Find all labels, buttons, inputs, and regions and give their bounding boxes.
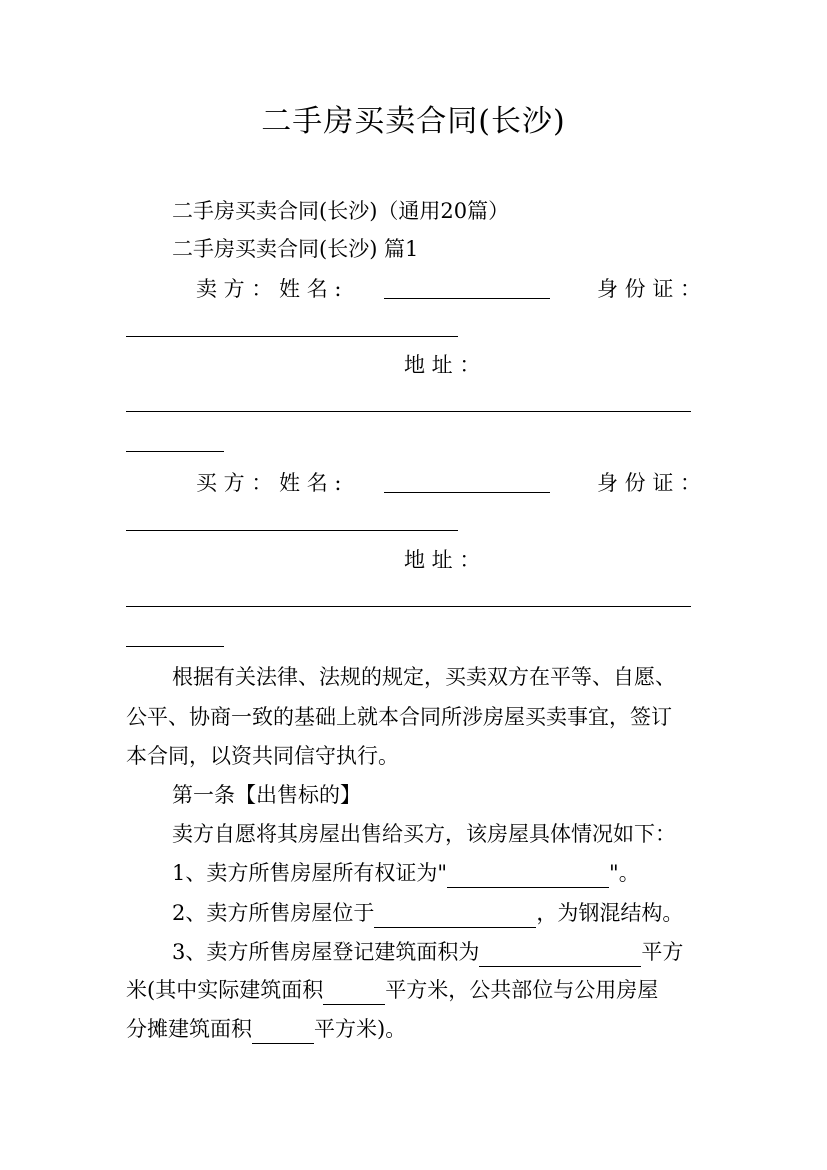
item-3-actual-area-blank	[323, 982, 385, 1005]
item-3-prefix: 3、卖方所售房屋登记建筑面积为	[172, 940, 480, 964]
item-3	[172, 937, 732, 967]
item-2-prefix: 2、卖方所售房屋位于	[172, 901, 375, 925]
article-heading: 第一条【出售标的】	[172, 783, 361, 807]
paragraph-line: 根据有关法律、法规的规定，买卖双方在平等、自愿、	[172, 665, 676, 689]
buyer-name-label: 买 方 ： 姓 名 :	[196, 471, 342, 495]
chapter-heading: 二手房买卖合同(长沙) 篇1	[172, 237, 419, 261]
item-3-blank	[479, 944, 641, 967]
seller-name-label: 卖 方 ： 姓 名 :	[196, 277, 342, 301]
item-1-blank	[447, 865, 609, 888]
item-1-suffix: "。	[609, 861, 640, 885]
item-3-text: 平方米)。	[314, 1017, 407, 1041]
seller-address-blank-2	[126, 451, 224, 452]
buyer-address-label: 地 址 ：	[404, 548, 481, 572]
paragraph-line: 本合同，以资共同信守执行。	[126, 744, 399, 768]
item-3-text: 分摊建筑面积	[126, 1017, 252, 1041]
buyer-address-blank-1	[126, 606, 691, 607]
buyer-id-label: 身 份 证 ：	[596, 471, 701, 495]
seller-name-blank	[384, 298, 550, 299]
item-1	[172, 858, 692, 888]
document-title: 二手房买卖合同(长沙)	[261, 104, 566, 139]
item-3-line-3	[126, 1014, 701, 1044]
item-3-shared-area-blank	[252, 1021, 314, 1044]
paragraph-line: 公平、协商一致的基础上就本合同所涉房屋买卖事宜，签订	[126, 705, 672, 729]
seller-id-label: 身 份 证 ：	[596, 277, 701, 301]
subtitle: 二手房买卖合同(长沙)（通用20篇）	[172, 199, 510, 223]
item-2-suffix: ，为钢混结构。	[536, 901, 684, 925]
item-3-text: 平方米，公共部位与公用房屋	[385, 978, 659, 1002]
item-3-suffix: 平方	[641, 940, 684, 964]
item-1-prefix: 1、卖方所售房屋所有权证为"	[172, 861, 448, 885]
seller-address-label: 地 址 ：	[404, 353, 481, 377]
seller-id-blank	[126, 336, 458, 337]
item-2-blank	[374, 905, 536, 928]
buyer-name-blank	[384, 492, 550, 493]
buyer-id-blank	[126, 530, 458, 531]
buyer-address-label-row	[404, 545, 690, 575]
item-2	[172, 898, 732, 928]
item-3-line-2	[126, 975, 726, 1005]
buyer-address-blank-2	[126, 646, 224, 647]
item-3-text: 米(其中实际建筑面积	[126, 978, 324, 1002]
seller-address-label-row	[404, 350, 690, 380]
seller-address-blank-1	[126, 411, 691, 412]
article-intro: 卖方自愿将其房屋出售给买方，该房屋具体情况如下：	[172, 822, 676, 846]
